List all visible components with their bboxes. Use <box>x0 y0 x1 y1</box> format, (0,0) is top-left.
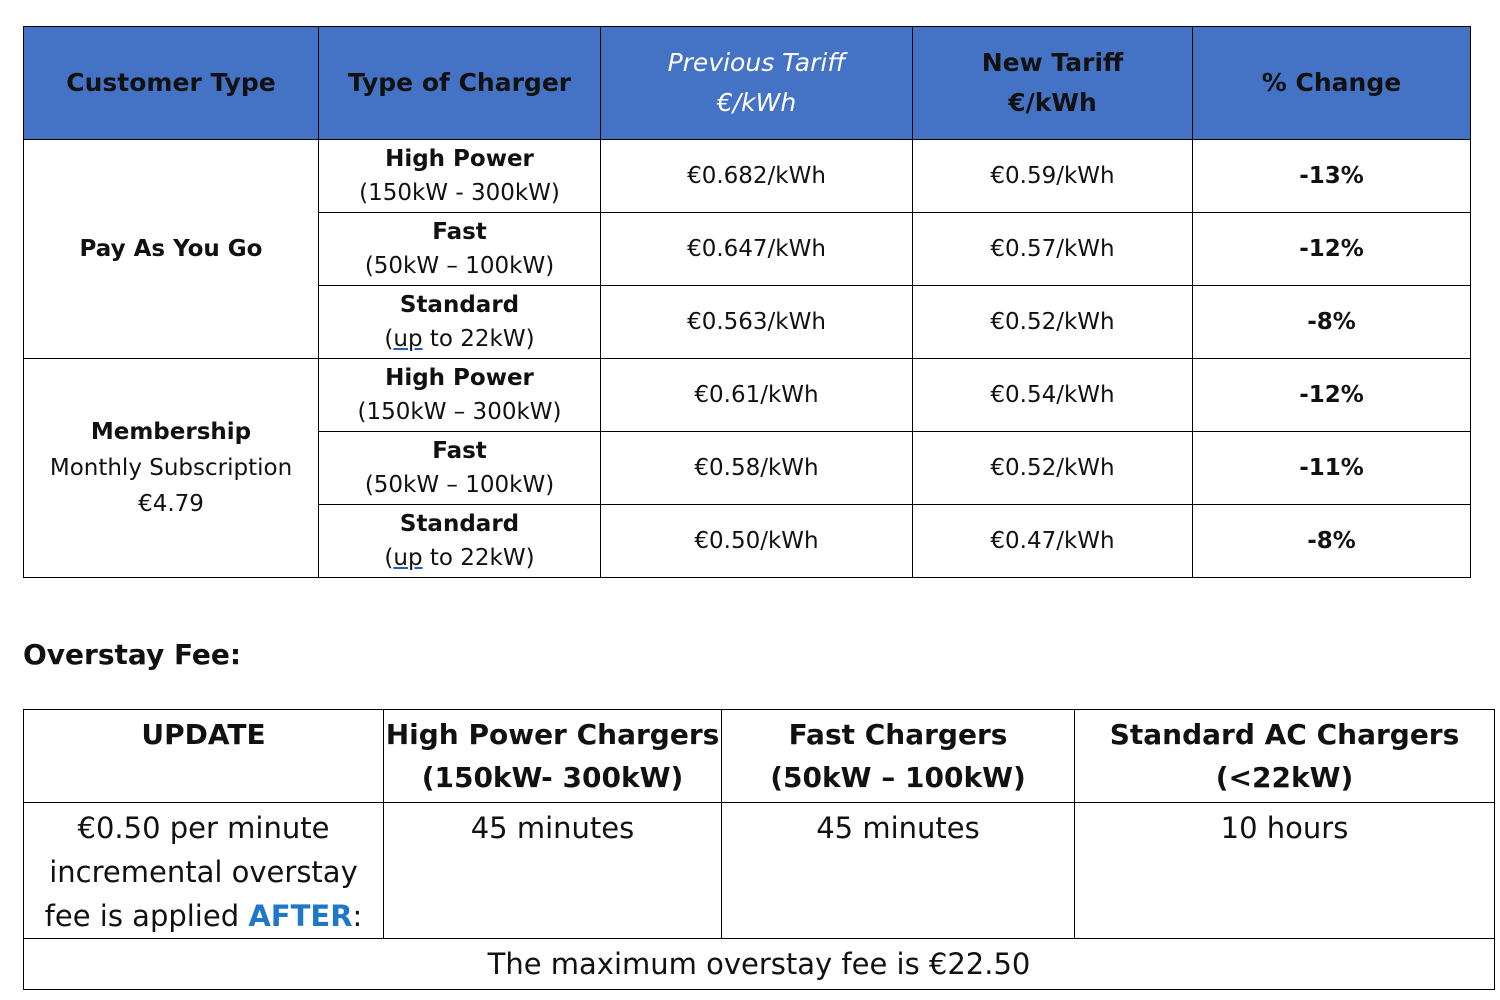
customer-cell-payg <box>24 140 319 359</box>
charger-cell <box>319 286 601 359</box>
new-tariff-cell: €0.57/kWh <box>913 213 1193 286</box>
previous-tariff-cell: €0.563/kWh <box>601 286 913 359</box>
charger-name: High Power <box>385 146 534 172</box>
charger-range: (50kW – 100kW) <box>364 253 555 279</box>
overstay-fee-title: Overstay Fee: <box>23 638 242 671</box>
header-high-power-chargers <box>384 710 722 803</box>
charger-cell <box>319 505 601 578</box>
new-tariff-cell: €0.52/kWh <box>913 286 1193 359</box>
customer-name: Membership <box>90 419 252 445</box>
header-update: UPDATE <box>24 710 384 803</box>
fee-colon: : <box>352 899 363 933</box>
high-power-time-cell: 45 minutes <box>384 803 722 939</box>
table-row <box>24 803 1495 939</box>
tariff-header-row <box>24 27 1471 140</box>
new-tariff-cell: €0.47/kWh <box>913 505 1193 578</box>
header-charger-type: Type of Charger <box>319 27 601 140</box>
tariff-table <box>23 26 1471 578</box>
previous-tariff-cell: €0.50/kWh <box>601 505 913 578</box>
charger-range <box>319 541 600 575</box>
overstay-header-row <box>24 710 1495 803</box>
new-tariff-cell: €0.52/kWh <box>913 432 1193 505</box>
fee-line1: €0.50 per minute <box>77 811 330 845</box>
change-cell: -8% <box>1193 505 1471 578</box>
charger-range <box>319 322 600 356</box>
charger-cell <box>319 432 601 505</box>
charger-name: Fast <box>432 438 487 464</box>
range-prefix: ( <box>384 326 394 352</box>
charger-range: (150kW - 300kW) <box>359 180 560 206</box>
range-suffix: to 22kW) <box>422 326 535 352</box>
new-tariff-cell: €0.54/kWh <box>913 359 1193 432</box>
change-cell: -11% <box>1193 432 1471 505</box>
fee-line3: fee is applied <box>44 899 249 933</box>
header-change: % Change <box>1193 27 1471 140</box>
table-row <box>24 359 1471 432</box>
header-standard-line2: (<22kW) <box>1215 761 1354 794</box>
header-new-line2: €/kWh <box>1008 88 1097 117</box>
fast-time-cell: 45 minutes <box>722 803 1075 939</box>
charger-name: High Power <box>385 365 534 391</box>
charger-cell <box>319 213 601 286</box>
previous-tariff-cell: €0.61/kWh <box>601 359 913 432</box>
charger-name: Standard <box>399 292 520 318</box>
table-row <box>24 140 1471 213</box>
header-high-power-line2: (150kW- 300kW) <box>421 761 684 794</box>
table-row <box>24 939 1495 990</box>
header-previous-line1: Previous Tariff <box>667 48 846 77</box>
header-customer-type: Customer Type <box>24 27 319 140</box>
header-new-tariff <box>913 27 1193 140</box>
customer-cell-membership <box>24 359 319 578</box>
charger-name: Fast <box>432 219 487 245</box>
change-cell: -8% <box>1193 286 1471 359</box>
previous-tariff-cell: €0.58/kWh <box>601 432 913 505</box>
charger-cell <box>319 140 601 213</box>
header-fast-chargers <box>722 710 1075 803</box>
range-underlined: up <box>393 326 423 352</box>
customer-name: Pay As You Go <box>79 236 263 262</box>
charger-name: Standard <box>399 511 520 537</box>
charger-cell <box>319 359 601 432</box>
standard-time-cell: 10 hours <box>1075 803 1495 939</box>
customer-price: €4.79 <box>138 491 204 517</box>
customer-subscription: Monthly Subscription <box>49 455 293 481</box>
charger-range: (50kW – 100kW) <box>364 472 555 498</box>
fee-description-cell <box>24 803 384 939</box>
change-cell: -13% <box>1193 140 1471 213</box>
change-cell: -12% <box>1193 213 1471 286</box>
range-suffix: to 22kW) <box>422 545 535 571</box>
header-fast-line1: Fast Chargers <box>788 718 1008 751</box>
header-standard-ac-chargers <box>1075 710 1495 803</box>
change-cell: -12% <box>1193 359 1471 432</box>
new-tariff-cell: €0.59/kWh <box>913 140 1193 213</box>
max-fee-cell: The maximum overstay fee is €22.50 <box>24 939 1495 990</box>
header-previous-tariff <box>601 27 913 140</box>
header-previous-line2: €/kWh <box>716 88 797 117</box>
fee-line2: incremental overstay <box>49 855 358 889</box>
previous-tariff-cell: €0.682/kWh <box>601 140 913 213</box>
range-prefix: ( <box>384 545 394 571</box>
header-fast-line2: (50kW – 100kW) <box>770 761 1026 794</box>
previous-tariff-cell: €0.647/kWh <box>601 213 913 286</box>
header-new-line1: New Tariff <box>981 48 1124 77</box>
header-high-power-line1: High Power Chargers <box>385 718 720 751</box>
overstay-table <box>23 709 1495 990</box>
header-standard-line1: Standard AC Chargers <box>1109 718 1460 751</box>
range-underlined: up <box>393 545 423 571</box>
fee-after-keyword: AFTER <box>248 899 353 933</box>
charger-range: (150kW – 300kW) <box>357 399 562 425</box>
